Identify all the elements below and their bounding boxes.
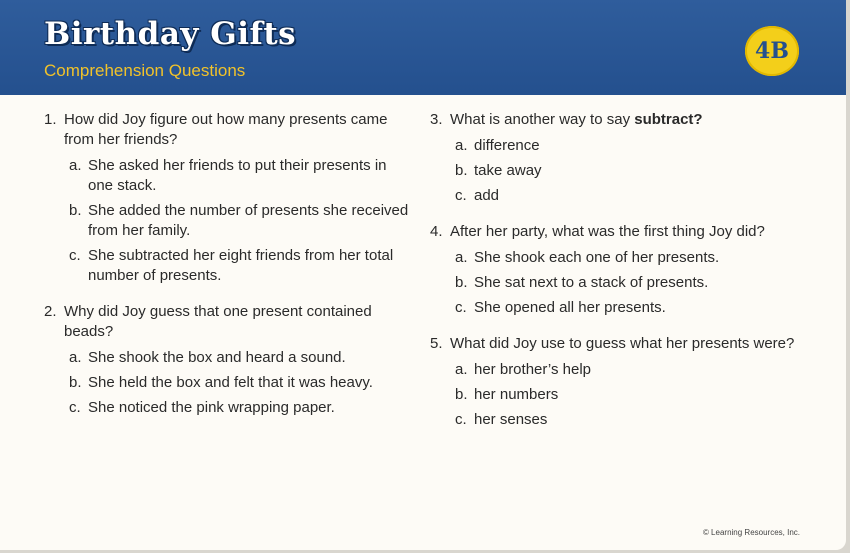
option-text: difference	[474, 137, 540, 154]
question-prompt: How did Joy figure out how many presents came from her friends?	[64, 111, 388, 148]
question-number: 3.	[430, 111, 443, 128]
question-prompt: Why did Joy guess that one present contained beads?	[64, 303, 372, 340]
question-1	[44, 110, 414, 150]
option-text: She held the box and felt that it was heavy.	[88, 374, 373, 391]
option-text: add	[474, 187, 500, 204]
option-a	[455, 360, 830, 380]
question-number: 5.	[430, 335, 443, 352]
option-b	[455, 385, 830, 405]
question-number: 1.	[44, 111, 57, 128]
left-column	[44, 110, 414, 434]
right-column	[430, 110, 830, 446]
copyright-notice: © Learning Resources, Inc.	[702, 528, 800, 537]
option-c	[69, 246, 414, 286]
question-5	[430, 334, 830, 354]
question-text	[450, 222, 830, 242]
option-text: She sat next to a stack of presents.	[474, 274, 709, 291]
question-2-options	[69, 348, 414, 418]
option-a	[455, 248, 830, 268]
card-number-badge	[745, 26, 799, 76]
option-letter: a.	[455, 361, 468, 378]
question-text	[64, 110, 414, 150]
option-c	[69, 398, 414, 418]
option-letter: a.	[455, 249, 468, 266]
option-letter: b.	[455, 162, 468, 179]
question-3	[430, 110, 830, 130]
option-text: She shook the box and heard a sound.	[88, 349, 346, 366]
option-text: her numbers	[474, 386, 559, 403]
question-number: 2.	[44, 303, 57, 320]
option-a	[69, 156, 414, 196]
question-number: 4.	[430, 223, 443, 240]
option-letter: b.	[69, 202, 82, 219]
option-text: She opened all her presents.	[474, 299, 666, 316]
question-4-options	[455, 248, 830, 318]
option-text: her brother’s help	[474, 361, 592, 378]
option-letter: c.	[455, 187, 467, 204]
question-prompt: After her party, what was the first thing Joy did?	[450, 223, 765, 240]
option-letter: a.	[69, 157, 82, 174]
option-c	[455, 186, 830, 206]
question-3-options	[455, 136, 830, 206]
option-letter: b.	[455, 274, 468, 291]
option-letter: b.	[455, 386, 468, 403]
option-b	[455, 273, 830, 293]
question-2	[44, 302, 414, 342]
question-4	[430, 222, 830, 242]
question-5-options	[455, 360, 830, 430]
option-letter: c.	[455, 299, 467, 316]
question-text	[450, 334, 830, 354]
option-c	[455, 410, 830, 430]
option-letter: c.	[455, 411, 467, 428]
question-text	[64, 302, 414, 342]
option-b	[455, 161, 830, 181]
option-text: her senses	[474, 411, 548, 428]
badge-label: 4B	[755, 38, 789, 64]
option-text: She noticed the pink wrapping paper.	[88, 399, 335, 416]
card-subtitle: Comprehension Questions	[44, 61, 246, 80]
option-a	[455, 136, 830, 156]
card-title: Birthday Gifts	[44, 16, 297, 52]
option-text: She asked her friends to put their presents in one stack.	[88, 157, 387, 194]
option-letter: c.	[69, 399, 81, 416]
question-prompt: What is another way to say	[450, 111, 635, 128]
option-letter: b.	[69, 374, 82, 391]
option-letter: c.	[69, 247, 81, 264]
option-text: She subtracted her eight friends from her total number of presents.	[88, 247, 394, 284]
card-header	[0, 0, 846, 95]
option-text: take away	[474, 162, 542, 179]
option-text: She shook each one of her presents.	[474, 249, 720, 266]
option-b	[69, 201, 414, 241]
option-b	[69, 373, 414, 393]
question-keyword: subtract?	[634, 111, 703, 128]
option-c	[455, 298, 830, 318]
option-letter: a.	[455, 137, 468, 154]
question-1-options	[69, 156, 414, 286]
question-text	[450, 110, 830, 130]
question-prompt: What did Joy use to guess what her presents were?	[450, 335, 795, 352]
option-letter: a.	[69, 349, 82, 366]
option-a	[69, 348, 414, 368]
option-text: She added the number of presents she received from her family.	[88, 202, 409, 239]
